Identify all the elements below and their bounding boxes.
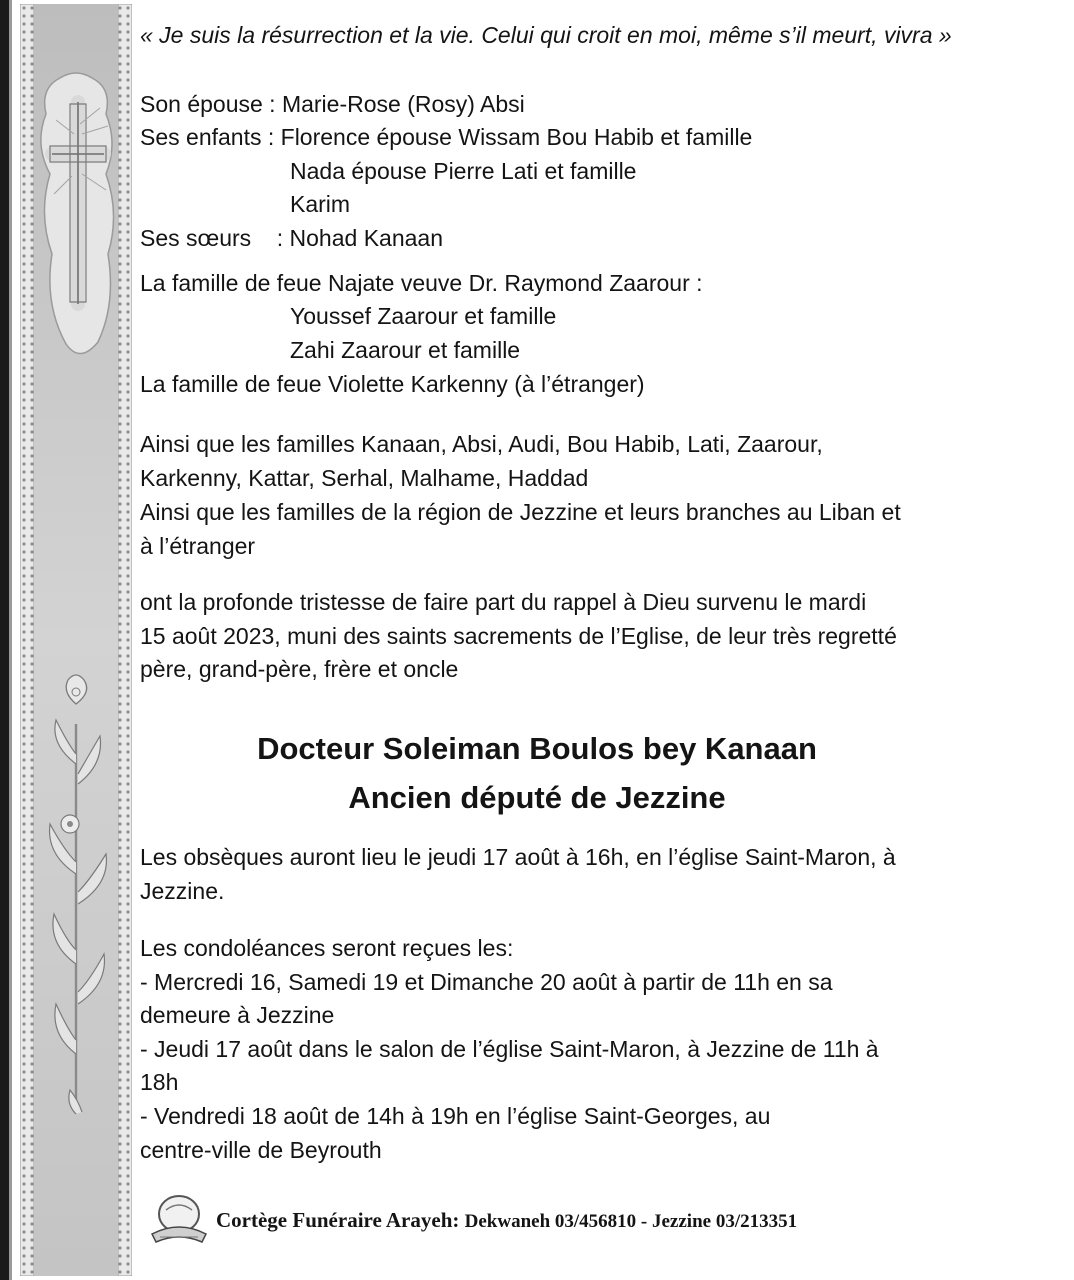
condolences-line: 18h <box>140 1069 179 1095</box>
families-line: Ainsi que les familles de la région de Jezzine et leurs branches au Liban et <box>140 499 901 525</box>
funeral-home-info <box>216 1208 797 1233</box>
decorative-side-band <box>20 4 132 1276</box>
condolences-line: Les condoléances seront reçues les: <box>140 935 514 961</box>
zaarour-member: Youssef Zaarour et famille <box>290 303 557 329</box>
condolences-line: - Mercredi 16, Samedi 19 et Dimanche 20 août à partir de 11h en sa <box>140 969 833 995</box>
families-line: Ainsi que les familles Kanaan, Absi, Audi, Bou Habib, Lati, Zaarour, <box>140 431 823 457</box>
announcement-line: ont la profonde tristesse de faire part du rappel à Dieu survenu le mardi <box>140 589 867 615</box>
funeral-home-footer <box>148 1188 1048 1252</box>
funeral-line: Les obsèques auront lieu le jeudi 17 août à 16h, en l’église Saint-Maron, à <box>140 844 896 870</box>
condolences-line: demeure à Jezzine <box>140 1002 335 1028</box>
funeral-home-name: Cortège Funéraire Arayeh: <box>216 1208 460 1232</box>
families-line: à l’étranger <box>140 533 256 559</box>
karkenny-family-line: La famille de feue Violette Karkenny (à l’étranger) <box>140 371 645 397</box>
spouse-line: Son épouse : Marie-Rose (Rosy) Absi <box>140 91 525 117</box>
condolences-line: - Jeudi 17 août dans le salon de l’église Saint-Maron, à Jezzine de 11h à <box>140 1036 879 1062</box>
funeral-home-logo-icon <box>148 1190 210 1250</box>
condolences-line: - Vendredi 18 août de 14h à 19h en l’église Saint-Georges, au <box>140 1103 771 1129</box>
condolences-line: centre-ville de Beyrouth <box>140 1137 382 1163</box>
sisters-line: Ses sœurs : Nohad Kanaan <box>140 225 443 251</box>
announcement-line: 15 août 2023, muni des saints sacrements de l’Eglise, de leur très regretté <box>140 623 897 649</box>
child-line: Nada épouse Pierre Lati et famille <box>290 158 637 184</box>
zaarour-member: Zahi Zaarour et famille <box>290 337 521 363</box>
deceased-name: Docteur Soleiman Boulos bey Kanaan <box>257 731 817 766</box>
announcement-line: père, grand-père, frère et oncle <box>140 656 459 682</box>
bible-quote: « Je suis la résurrection et la vie. Celui qui croit en moi, même s’il meurt, vivra » <box>140 22 952 48</box>
left-edge-bar <box>0 0 9 1280</box>
funeral-line: Jezzine. <box>140 878 225 904</box>
deceased-role: Ancien député de Jezzine <box>348 780 726 815</box>
child-line: Karim <box>290 191 351 217</box>
left-edge-line <box>9 0 12 1280</box>
funeral-home-phones: Dekwaneh 03/456810 - Jezzine 03/213351 <box>464 1211 798 1232</box>
families-line: Karkenny, Kattar, Serhal, Malhame, Haddad <box>140 465 589 491</box>
children-line: Ses enfants : Florence épouse Wissam Bou Habib et famille <box>140 124 753 150</box>
zaarour-family-intro: La famille de feue Najate veuve Dr. Raymond Zaarour : <box>140 270 703 296</box>
